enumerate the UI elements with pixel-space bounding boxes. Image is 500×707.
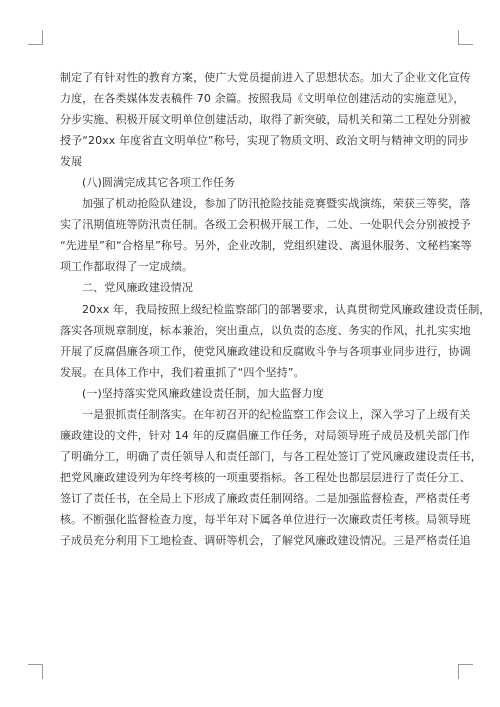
text-line: 20xx 年，我局按照上级纪检监察部门的部署要求，认真贯彻党风廉政建设责任制， bbox=[82, 302, 491, 316]
text-line: 把党风廉政建设列为年终考核的一项重要指标。各工程处也都层层进行了责任分工、 bbox=[60, 470, 471, 484]
text-line: 授予“20xx 年度省直文明单位”称号，实现了物质文明、政治文明与精神文明的同步 bbox=[60, 134, 469, 148]
text-line: 发展 bbox=[60, 155, 83, 169]
text-line: 开展了反腐倡廉各项工作，使党风廉政建设和反腐败斗争与各项事业同步进行，协调 bbox=[60, 344, 471, 358]
text-line: 廉政建设的文件，针对 14 年的反腐倡廉工作任务，对局领导班子成员及机关部门作 bbox=[60, 428, 470, 442]
text-line: 落实各项规章制度，标本兼治，突出重点，以负责的态度、务实的作风，扎扎实实地 bbox=[60, 323, 471, 337]
crop-mark-bottom-left bbox=[28, 664, 43, 679]
text-line: 一是狠抓责任制落实。在年初召开的纪检监察工作会议上，深入学习了上级有关 bbox=[82, 407, 471, 421]
text-line: 分步实施、积极开展文明单位创建活动，取得了新突破，局机关和第二工程处分别被 bbox=[60, 113, 471, 127]
text-line: 核。不断强化监督检查力度，每半年对下属各单位进行一次廉政责任考核。局领导班 bbox=[60, 512, 471, 526]
document-body bbox=[60, 67, 491, 551]
crop-mark-top-right bbox=[458, 30, 473, 45]
text-line: 子成员充分利用下工地检查、调研等机会，了解党风廉政建设情况。三是严格责任追 bbox=[60, 534, 471, 548]
text-line: “先进星”和“合格星”称号。另外，企业改制，党组织建设、离退休服务、文秘档案等 bbox=[60, 239, 472, 253]
text-line: 力度，在各类媒体发表稿件 70 余篇。按照我局《文明单位创建活动的实施意见》， bbox=[60, 92, 465, 106]
text-line: (一)坚持落实党风廉政建设责任制，加大监督力度 bbox=[82, 386, 324, 400]
text-line: 签订了责任书，在全局上下形成了廉政责任制网络。二是加强监督检查，严格责任考 bbox=[60, 491, 471, 505]
text-line: 项工作都取得了一定成绩。 bbox=[60, 260, 194, 274]
text-line: 加强了机动抢险队建设，参加了防汛抢险技能竞赛暨实战演练，荣获三等奖，落 bbox=[82, 197, 471, 211]
text-line: 了明确分工，明确了责任领导人和责任部门，与各工程处签订了党风廉政建设责任书， bbox=[60, 449, 482, 463]
text-line: 二、党风廉政建设情况 bbox=[82, 281, 193, 295]
text-line: 发展。在具体工作中，我们着重抓了“四个坚持”。 bbox=[60, 365, 305, 379]
text-line: (八)圆满完成其它各项工作任务 bbox=[82, 176, 236, 190]
text-line: 制定了有针对性的教育方案，使广大党员提前进入了思想状态。加大了企业文化宣传 bbox=[60, 71, 471, 84]
text-line: 实了汛期值班等防汛责任制。各级工会积极开展工作，二处、一处职代会分别被授予 bbox=[60, 218, 471, 232]
crop-mark-bottom-right bbox=[458, 664, 473, 679]
crop-mark-top-left bbox=[28, 30, 43, 45]
